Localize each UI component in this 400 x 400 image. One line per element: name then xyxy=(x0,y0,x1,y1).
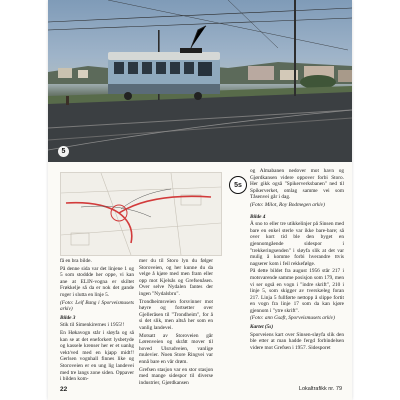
paragraph: Å sno to eller tre utikkelinjer på Sinsen med bare en enkel sterle var ikke bare-bare; så over kort tid ble den byget en gjennomgående sidespor i "trekkeringsenden" i sløyfa slik at det var mulig å komme forbi hverandre ttvis nagserer kom i feil rekkefølge. xyxy=(250,221,344,267)
photo-credit: (Foto: ann Gsaft, Sporveismusets arkiv) xyxy=(250,315,335,322)
magazine-page xyxy=(48,0,352,400)
paragraph: På denne sida var det linjene 1 og 5 som stoddde her oppe, vi kan ane at ELIN-vogna er skiltet Frøkkelje så da er nok det gande roger i slutta en linje 5. xyxy=(60,265,134,298)
section-heading: Bilde 3 xyxy=(60,314,76,321)
paragraph: Grefsen stasjon var en stor stasjon med mange sidespor til diverse industrier, Gjørdkansen xyxy=(139,366,213,386)
section-heading: Bilde 4 xyxy=(250,213,266,220)
paragraph: og Almabanen nedover mot havn og Gjørdkansen videre oppover forbi Storo. Her gikk også "Spikerverksbanen" ned til Spikerverket, omlag samme vei som Tåsenvei går i dag. xyxy=(250,168,344,201)
paragraph: Stik til Simenkirernes i 1955!! xyxy=(60,322,125,329)
photo-number-badge: 5 xyxy=(58,146,69,157)
section-heading: Kartet (5s) xyxy=(250,324,274,331)
page-number: 22 xyxy=(60,386,68,393)
photo-credit: (Foto: Milot, Roy Bodmegen arkiv) xyxy=(250,201,325,208)
magazine-issue: Lokaltrafikk nr. 79 xyxy=(298,386,342,392)
paragraph: Sporveiens kart over Sinsen-sløyfa slik den ble etter at man hadde fergd forbindelsen videre mot Grefsen i 1957. Sidesporet xyxy=(250,331,344,351)
paragraph: mer du til Storo lyn du følger Storoveien, og her kunne du da velge å kjøre med men fram eller opp mot Kjelsås og Grefsenåsen. Over selve Nydalen fantes der ingen "Nydalsbru". xyxy=(139,258,213,297)
track-map-illustration xyxy=(61,173,221,255)
paragraph: få en bra bilde. xyxy=(60,258,92,264)
tram-photo xyxy=(48,0,352,162)
track-map xyxy=(60,172,222,256)
map-number-badge: 5s xyxy=(229,176,247,194)
paragraph: På dette bildet fra august 1956 står 217 i motsvarende samme posisjon som 179, men vi ser også en vogn i "indre skrift", 210 i linje 5, som skigger av tverskæleg foran 217. Linja 5 fullførte nettopp å slippe fortit en vogn fra linje 17 som da kan kjøre gjennom i "ytre skrift". xyxy=(250,268,344,314)
paragraph: Motsatt av Storoveien går Lørenveien og skrått mover til hoved Ulsrudveien, vanlige mulevier. Noen Store Ringvei var ennå bare en vår drøm. xyxy=(139,332,213,365)
tram-photo-illustration xyxy=(48,0,352,162)
photo-credit: (Foto: Leif Bang i Sporveismusets arkiv) xyxy=(60,299,134,313)
text-column-3 xyxy=(250,168,344,352)
paragraph: En Høkavogn står i sløyfa og så kan se at det eneforkert lysbetyde og kassele krenser her er et uanhg vekt/ved med en kjapp midt!! Gerlsen vognhall finnes like og Storoveien er en ung lig landevei med tre langs zone siden. Oppaver i bilden kom- xyxy=(60,329,134,383)
text-column-2 xyxy=(139,258,213,387)
paragraph: Trondheimsveien forsvinner mot høyre og fortsetter over Gjelleråsen til "Trondheim", for å si det slik, men altså her som en vanlig landevei. xyxy=(139,298,213,331)
text-column-1 xyxy=(60,258,134,384)
